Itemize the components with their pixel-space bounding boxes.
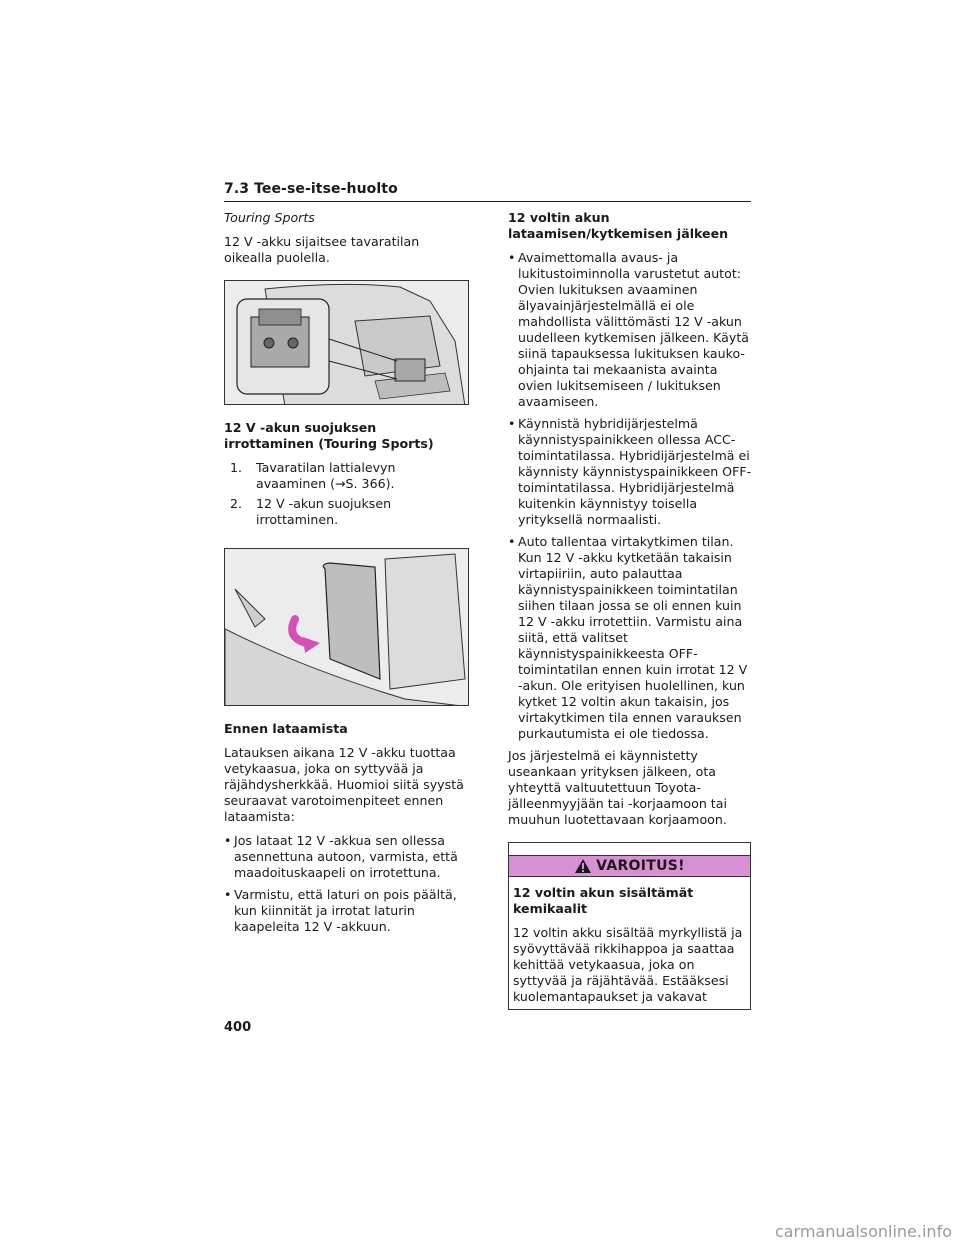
- left-column: [224, 210, 469, 941]
- warning-subheading: 12 voltin akun sisältämät kemikaalit: [513, 885, 694, 916]
- bullet-dot: •: [508, 416, 516, 431]
- step-1: [230, 460, 469, 492]
- cover-removal-drawing: [225, 549, 469, 706]
- precaution-bullet-1: [224, 833, 469, 881]
- precaution-bullet-1-text: Jos lataat 12 V -akkua sen ollessa asennettuna autoon, varmista, että maadoituskaapeli on irrotettuna.: [234, 833, 458, 880]
- subhead-touring-sports: Touring Sports: [224, 210, 315, 225]
- after-bullet-2: [508, 416, 753, 528]
- after-charging-heading: 12 voltin akun lataamisen/kytkemisen jälkeen: [508, 210, 729, 241]
- battery-location-text: 12 V -akku sijaitsee tavaratilan oikealla puolella.: [224, 234, 420, 265]
- cover-removal-heading: 12 V -akun suojuksen irrottaminen (Touring Sports): [224, 420, 434, 451]
- warning-text: 12 voltin akku sisältää myrkyllistä ja syövyttävää rikkihappoa ja saattaa kehittää vetykaasua, joka on syttyvää ja räjähtävää. Estääksesi kuolemantapaukset ja vakavat: [513, 925, 743, 1004]
- warning-title: VAROITUS!: [596, 858, 685, 874]
- before-charging-heading: Ennen lataamista: [224, 721, 348, 736]
- step-1-text: Tavaratilan lattialevyn avaaminen (→S. 366).: [256, 460, 396, 491]
- before-charging-text: Latauksen aikana 12 V -akku tuottaa vetykaasua, joka on syttyvää ja räjähdysherkkää. Huomioi siitä syystä seuraavat varotoimenpiteet ennen lataamista:: [224, 745, 464, 824]
- after-bullet-3: [508, 534, 753, 742]
- after-bullet-3-text: Auto tallentaa virtakytkimen tilan. Kun 12 V -akku kytketään takaisin virtapiiriin, auto palauttaa käynnistyspainikkeen toimintatilan siihen tilaan jossa se oli ennen kuin 12 V -akku irrotettiin. Varmistu aina siitä, että valitset käynnistyspainikkeesta OFF-toimintatilan ennen kuin irrotat 12 V -akun. Ole erityisen huolellinen, kun kytket 12 voltin akun takaisin, jos virtakytkimen tila ennen varauksen purkautumista ei ole tiedossa.: [518, 534, 748, 741]
- warning-triangle-icon: [574, 858, 592, 874]
- cover-removal-illustration: [224, 548, 469, 706]
- step-2-text: 12 V -akun suojuksen irrottaminen.: [256, 496, 392, 527]
- bullet-dot: •: [224, 887, 232, 902]
- bullet-dot: •: [508, 534, 516, 549]
- closing-paragraph: Jos järjestelmä ei käynnistetty useankaan yrityksen jälkeen, ota yhteyttä valtuutettuun Toyota-jälleenmyyjään tai -korjaamoon tai muuhun luotettavaan korjaamoon.: [508, 748, 727, 827]
- warning-body: [509, 877, 750, 1009]
- site-watermark: carmanualsonline.info: [774, 1222, 952, 1241]
- after-bullet-2-text: Käynnistä hybridijärjestelmä käynnistyspainikkeen ollessa ACC-toimintatilassa. Hybridijärjestelmä ei käynnisty käynnistyspainikkeen OFF-toimintatilassa. Hybridijärjestelmä kuitenkin käynnistyy toisella yrityksellä normaalisti.: [518, 416, 752, 527]
- section-title: 7.3 Tee-se-itse-huolto: [224, 181, 398, 197]
- trunk-battery-drawing: [225, 281, 469, 405]
- after-bullet-1-text: Avaimettomalla avaus- ja lukitustoiminnolla varustetut autot: Ovien lukituksen avaaminen älyavainjärjestelmällä ei ole mahdollista välittömästi 12 V -akun uudelleen kytkemisen jälkeen. Käytä siinä tapauksessa lukituksen kauko-ohjainta tai mekaanista avainta ovien lukitsemiseen / lukituksen avaamiseen.: [518, 250, 749, 409]
- warning-title-bar: [509, 855, 750, 877]
- after-bullet-1: [508, 250, 753, 410]
- page-number: 400: [224, 1020, 252, 1035]
- bullet-dot: •: [224, 833, 232, 848]
- precaution-bullet-2-text: Varmistu, että laturi on pois päältä, kun kiinnität ja irrotat laturin kaapeleita 12 V -akkuun.: [234, 887, 457, 934]
- section-header: [224, 178, 751, 202]
- step-2: [230, 496, 469, 528]
- step-1-number: 1.: [230, 460, 243, 475]
- warning-box: [508, 842, 751, 1010]
- precaution-bullet-2: [224, 887, 469, 935]
- battery-location-illustration: [224, 280, 469, 405]
- step-2-number: 2.: [230, 496, 243, 511]
- bullet-dot: •: [508, 250, 516, 265]
- right-column: [508, 210, 753, 1010]
